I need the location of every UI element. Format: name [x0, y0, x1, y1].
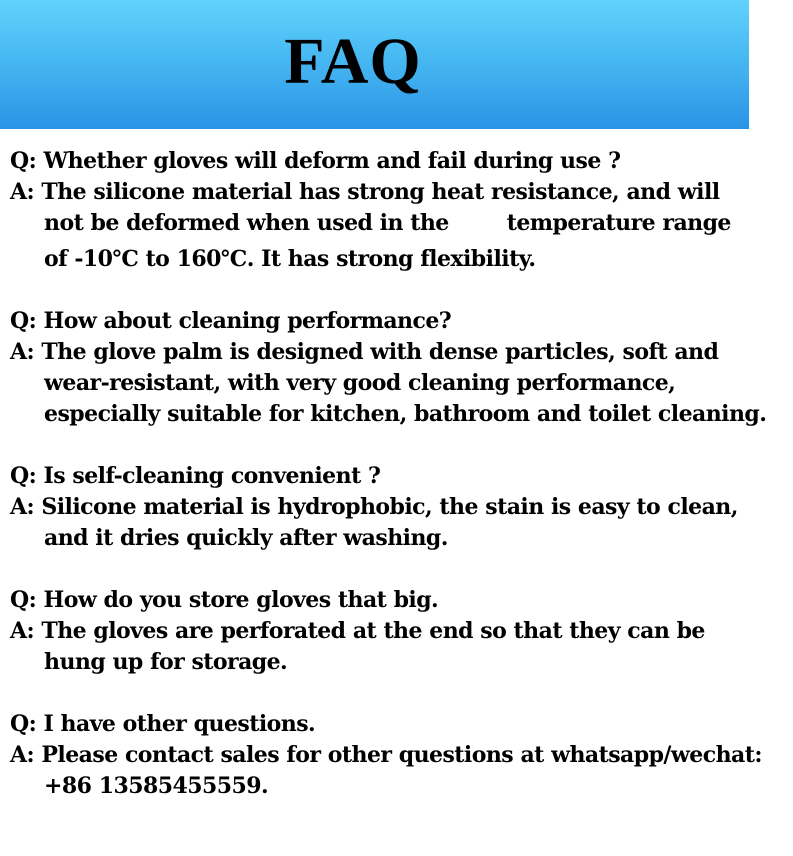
- faq-header-banner: [0, 0, 749, 129]
- faq-answer-line: [10, 208, 790, 239]
- faq-question: Q: Is self-cleaning convenient ?: [10, 463, 381, 489]
- faq-answer-line: A: Silicone material is hydrophobic, the stain is easy to clean,: [10, 494, 738, 520]
- page-title: FAQ: [284, 25, 422, 98]
- faq-answer-segment: temperature range: [506, 210, 731, 236]
- faq-question: Q: How do you store gloves that big.: [10, 587, 439, 613]
- faq-item: [10, 146, 790, 275]
- faq-question: Q: How about cleaning performance?: [10, 308, 452, 334]
- faq-answer-segment: not be deformed when used in the: [44, 210, 449, 236]
- faq-question: Q: I have other questions.: [10, 711, 316, 737]
- faq-item: [10, 461, 790, 554]
- faq-answer-line: especially suitable for kitchen, bathroom and toilet cleaning.: [44, 401, 767, 427]
- faq-answer-line: A: Please contact sales for other questions at whatsapp/wechat:: [10, 742, 762, 768]
- faq-answer-line: hung up for storage.: [44, 649, 288, 675]
- faq-answer-line: A: The glove palm is designed with dense particles, soft and: [10, 339, 719, 365]
- faq-answer-line: wear-resistant, with very good cleaning performance,: [44, 370, 676, 396]
- faq-item: [10, 306, 790, 430]
- faq-answer-line: A: The gloves are perforated at the end so that they can be: [10, 618, 705, 644]
- faq-item: [10, 709, 790, 802]
- faq-answer-line: +86 13585455559.: [44, 773, 269, 799]
- faq-answer-line: and it dries quickly after washing.: [44, 525, 448, 551]
- faq-answer-line: of -10℃ to 160℃. It has strong flexibility.: [44, 246, 536, 272]
- faq-answer-line: A: The silicone material has strong heat resistance, and will: [10, 179, 720, 205]
- faq-item: [10, 585, 790, 678]
- faq-list: [10, 146, 790, 833]
- faq-question: Q: Whether gloves will deform and fail during use ?: [10, 148, 621, 174]
